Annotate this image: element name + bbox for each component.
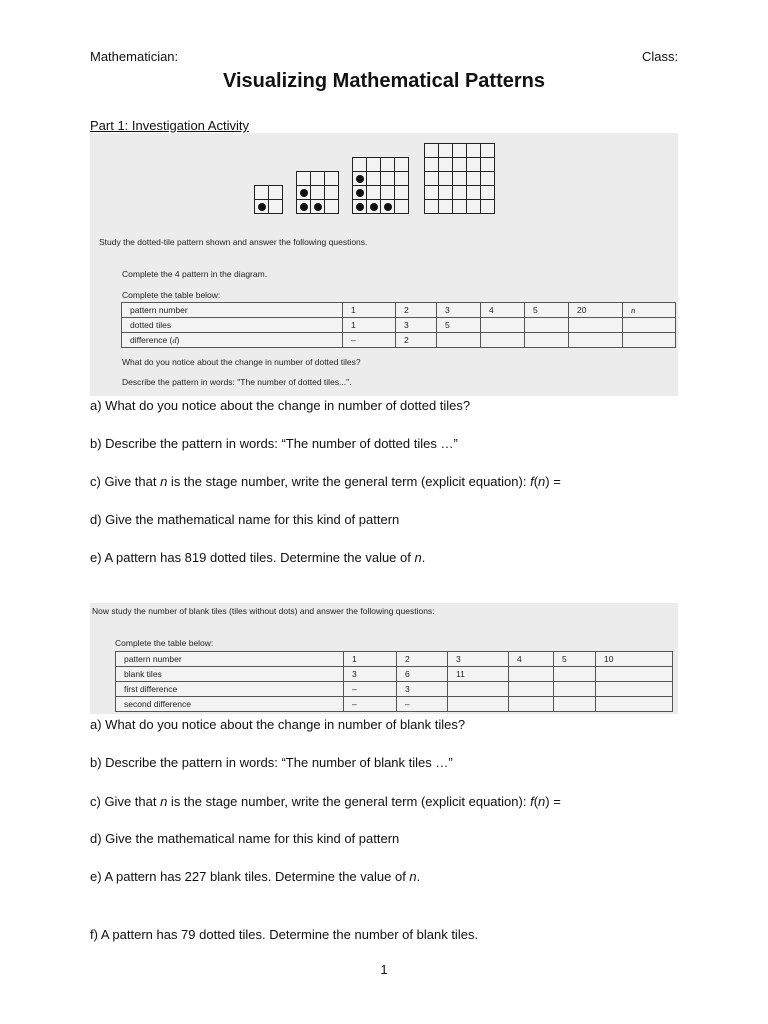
tile (366, 199, 381, 214)
question-2f: f) A pattern has 79 dotted tiles. Determine the number of blank tiles. (90, 927, 479, 942)
table-cell: 3 (396, 318, 437, 333)
table-cell: 4 (481, 303, 525, 318)
table-cell[interactable] (525, 318, 569, 333)
tile (366, 171, 381, 186)
dot-icon (300, 189, 308, 197)
table-cell: – (343, 333, 396, 348)
table-cell[interactable] (554, 682, 596, 697)
tile (380, 185, 395, 200)
table-cell: pattern number (122, 303, 343, 318)
question-2d: d) Give the mathematical name for this kind of pattern (90, 831, 400, 846)
tile (452, 157, 467, 172)
tile (352, 157, 367, 172)
tile (352, 185, 367, 200)
table-row (116, 682, 673, 697)
table-row (116, 697, 673, 712)
table-cell[interactable] (448, 697, 509, 712)
tile (352, 171, 367, 186)
table-cell: 2 (396, 333, 437, 348)
tile (366, 157, 381, 172)
table-cell[interactable] (596, 667, 673, 682)
tile (424, 185, 439, 200)
table-cell: n (623, 303, 676, 318)
table-row (116, 652, 673, 667)
tile (380, 171, 395, 186)
tile (424, 143, 439, 158)
tile (380, 199, 395, 214)
table-cell: 1 (344, 652, 397, 667)
table-cell[interactable] (525, 333, 569, 348)
table-cell: 2 (397, 652, 448, 667)
table-cell[interactable] (596, 697, 673, 712)
question-2c: c) Give that n is the stage number, write the general term (explicit equation): f(n) = (90, 794, 561, 809)
tile (466, 143, 481, 158)
tile (394, 199, 409, 214)
tile (480, 185, 495, 200)
tile (310, 199, 325, 214)
tile (268, 185, 283, 200)
table-cell: pattern number (116, 652, 344, 667)
study-instruction: Study the dotted-tile pattern shown and answer the following questions. (99, 237, 368, 247)
table-cell[interactable] (569, 333, 623, 348)
tile (424, 171, 439, 186)
tile-pattern-diagram (90, 133, 678, 223)
question-1b: b) Describe the pattern in words: “The number of dotted tiles …” (90, 436, 458, 451)
table-cell: 4 (509, 652, 554, 667)
tile (452, 199, 467, 214)
tile (324, 199, 339, 214)
table-cell[interactable] (596, 682, 673, 697)
dot-icon (258, 203, 266, 211)
tile (310, 185, 325, 200)
tile (268, 199, 283, 214)
tile (394, 185, 409, 200)
dot-icon (356, 203, 364, 211)
dot-icon (356, 189, 364, 197)
table-cell[interactable] (569, 318, 623, 333)
tile (424, 199, 439, 214)
table-cell: 3 (437, 303, 481, 318)
table-cell[interactable] (554, 697, 596, 712)
question-2e: e) A pattern has 227 blank tiles. Determine the value of n. (90, 869, 421, 884)
table-cell[interactable] (509, 667, 554, 682)
dot-icon (300, 203, 308, 211)
tile (438, 143, 453, 158)
table-cell: – (397, 697, 448, 712)
tile (424, 157, 439, 172)
table-cell: difference (d) (122, 333, 343, 348)
table-cell: 10 (596, 652, 673, 667)
table-row (122, 303, 676, 318)
table-row (122, 333, 676, 348)
table-cell: dotted tiles (122, 318, 343, 333)
tile (394, 157, 409, 172)
tile (452, 185, 467, 200)
tile (480, 199, 495, 214)
dotted-tiles-table (121, 302, 676, 348)
table-cell: 3 (344, 667, 397, 682)
dot-icon (314, 203, 322, 211)
blank-study-instruction: Now study the number of blank tiles (tiles without dots) and answer the following questions: (92, 606, 435, 616)
tile (254, 199, 269, 214)
tile (366, 185, 381, 200)
blank-tiles-panel (90, 603, 678, 714)
tile (324, 185, 339, 200)
table-cell[interactable] (509, 682, 554, 697)
notice-question: What do you notice about the change in number of dotted tiles? (122, 357, 361, 367)
mathematician-label: Mathematician: (90, 49, 179, 64)
table-cell: 3 (448, 652, 509, 667)
blank-complete-table-instruction: Complete the table below: (115, 638, 214, 648)
tile (480, 143, 495, 158)
tile (438, 185, 453, 200)
table-cell[interactable] (437, 333, 481, 348)
dot-icon (356, 175, 364, 183)
table-cell: 2 (396, 303, 437, 318)
table-cell[interactable] (554, 667, 596, 682)
question-2a: a) What do you notice about the change in number of blank tiles? (90, 717, 466, 732)
dot-icon (384, 203, 392, 211)
dot-icon (370, 203, 378, 211)
table-cell: 1 (343, 318, 396, 333)
table-cell: 1 (343, 303, 396, 318)
table-cell[interactable] (623, 318, 676, 333)
tile (438, 157, 453, 172)
tile (480, 157, 495, 172)
complete-pattern-instruction: Complete the 4 pattern in the diagram. (122, 269, 268, 279)
describe-question: Describe the pattern in words: "The number of dotted tiles...". (122, 377, 352, 387)
class-label: Class: (642, 49, 679, 64)
blank-tiles-table (115, 651, 673, 712)
tile (296, 171, 311, 186)
question-1c: c) Give that n is the stage number, write the general term (explicit equation): f(n) = (90, 474, 561, 489)
table-cell: 6 (397, 667, 448, 682)
table-cell: 11 (448, 667, 509, 682)
question-2b: b) Describe the pattern in words: “The number of blank tiles …” (90, 755, 453, 770)
table-cell[interactable] (448, 682, 509, 697)
tile (296, 199, 311, 214)
page-title: Visualizing Mathematical Patterns (223, 70, 545, 92)
tile (380, 157, 395, 172)
table-cell[interactable] (509, 697, 554, 712)
table-row (122, 318, 676, 333)
tile (438, 199, 453, 214)
table-cell: 5 (554, 652, 596, 667)
table-cell: blank tiles (116, 667, 344, 682)
tile (352, 199, 367, 214)
page-number: 1 (380, 962, 388, 977)
table-cell[interactable]: 5 (437, 318, 481, 333)
tile (452, 143, 467, 158)
tile (466, 157, 481, 172)
tile (438, 171, 453, 186)
tile (466, 185, 481, 200)
table-cell: – (344, 697, 397, 712)
tile (452, 171, 467, 186)
table-cell: second difference (116, 697, 344, 712)
tile (296, 185, 311, 200)
question-1e: e) A pattern has 819 dotted tiles. Determine the value of n. (90, 550, 426, 565)
question-1a: a) What do you notice about the change in number of dotted tiles? (90, 398, 471, 413)
tile (254, 185, 269, 200)
tile (466, 199, 481, 214)
pattern-panel (90, 133, 678, 396)
table-row (116, 667, 673, 682)
table-cell: first difference (116, 682, 344, 697)
tile (466, 171, 481, 186)
question-1d: d) Give the mathematical name for this kind of pattern (90, 512, 400, 527)
table-cell: 20 (569, 303, 623, 318)
tile (394, 171, 409, 186)
table-cell: 5 (525, 303, 569, 318)
complete-table-instruction: Complete the table below: (122, 290, 221, 300)
tile (310, 171, 325, 186)
table-cell: – (344, 682, 397, 697)
tile (480, 171, 495, 186)
table-cell[interactable] (481, 318, 525, 333)
table-cell[interactable] (623, 333, 676, 348)
part1-heading: Part 1: Investigation Activity (90, 118, 249, 133)
table-cell[interactable] (481, 333, 525, 348)
table-cell: 3 (397, 682, 448, 697)
tile (324, 171, 339, 186)
